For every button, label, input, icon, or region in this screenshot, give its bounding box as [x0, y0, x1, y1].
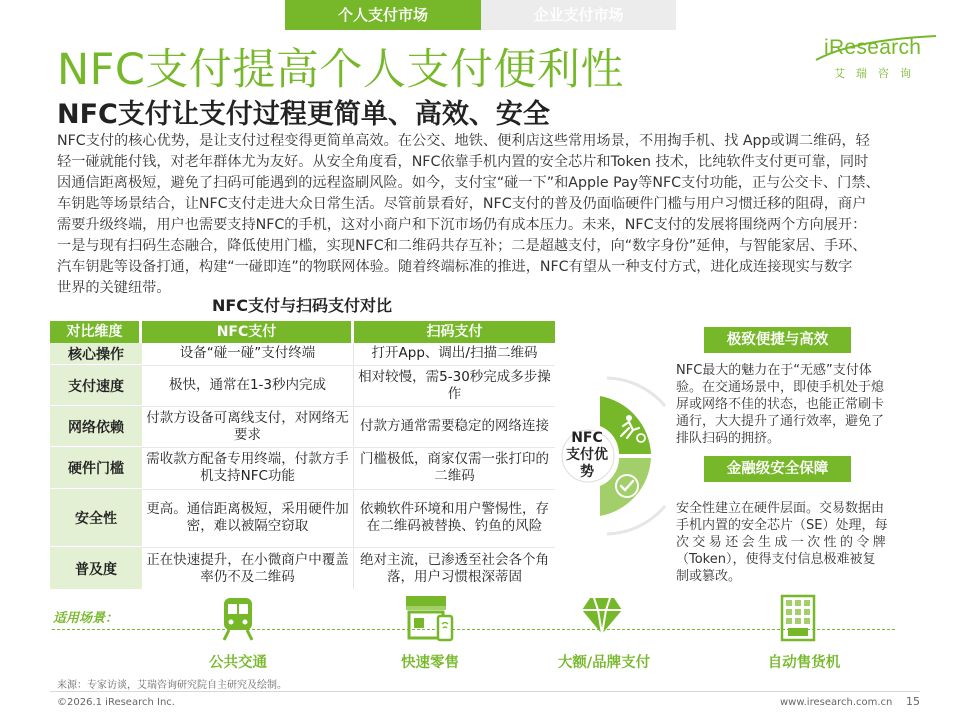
footer-divider: [50, 691, 920, 692]
scenario-label-retail: 快速零售: [401, 655, 459, 671]
row-dimension: 普及度: [50, 548, 142, 589]
footer-url[interactable]: www.iresearch.com.cn: [780, 697, 893, 708]
paragraph-line: 轻一碰就能付钱，对老年群体尤为友好。从安全角度看，NFC依靠手机内置的安全芯片和Token 技术，比纯软件支付更可靠，同时: [57, 154, 869, 170]
table-row: [50, 489, 555, 547]
logo-subtitle: 艾瑞咨询: [834, 67, 922, 80]
row-dimension: 硬件门槛: [50, 448, 142, 488]
advantage-line: 通行，大大提升了通行效率，避免了: [676, 414, 885, 429]
row-qr: 绝对主流，已渗透至社会各个角落，用户习惯根深蒂固: [354, 548, 555, 589]
header-qr: 扫码支付: [354, 321, 555, 343]
paragraph-line: 汽车钥匙等设备打通，构建“一碰即连”的物联网体验。随着终端标准的推进，NFC有望从一种支付方式，进化成连接现实与数字: [57, 259, 853, 275]
advantage-line: （Token），使得支付信息极难被复: [676, 552, 876, 567]
copyright: ©2026.1 iResearch Inc.: [57, 697, 175, 708]
row-qr: 付款方通常需要稳定的网络连接: [354, 407, 555, 446]
page-subtitle: NFC支付让支付过程更简单、高效、安全: [57, 99, 550, 130]
table-row: [50, 547, 555, 590]
diamond-icon: [580, 594, 624, 638]
paragraph-line: 一是与现有扫码生态融合，降低使用门槛，实现NFC和二维码共存互补；二是超越支付，向“数字身份”延伸，与智能家居、手环、: [57, 238, 867, 254]
row-nfc: 更高。通信距离极短，采用硬件加密，难以被隔空窃取: [142, 490, 354, 546]
row-nfc: 正在快速提升，在小微商户中覆盖率仍不及二维码: [142, 548, 354, 589]
scenario-label-vending: 自动售货机: [767, 655, 841, 671]
row-qr: 门槛极低，商家仅需一张打印的二维码: [354, 448, 555, 488]
table-row: [50, 447, 555, 489]
row-dimension: 核心操作: [50, 343, 142, 364]
scenarios-tag: 适用场景：: [53, 611, 119, 626]
row-qr: 依赖软件环境和用户警惕性，存在二维码被替换、钓鱼的风险: [354, 490, 555, 546]
page-number: 15: [906, 695, 920, 708]
train-icon: [220, 594, 256, 642]
comparison-table-title: NFC支付与扫码支付对比: [211, 296, 393, 315]
paragraph-line: 车钥匙等场景结合，让NFC支付走进大众日常生活。尽管前景看好，NFC支付的普及仍面临硬件门槛与用户习惯迁移的阻碍，商户: [57, 196, 867, 212]
advantage-line: 验。在交通场景中，即使手机处于熄: [676, 380, 885, 395]
paragraph-line: NFC支付的核心优势，是让支付过程变得更简单高效。在公交、地铁、便利店这些常用场景，不用掏手机、找 App或调二维码，轻: [57, 133, 870, 149]
row-nfc: 需收款方配备专用终端，付款方手机支持NFC功能: [142, 448, 354, 488]
advantage-line: 排队扫码的拥挤。: [676, 431, 781, 446]
intro-paragraph: [57, 131, 907, 299]
table-row: [50, 343, 555, 365]
paragraph-line: 世界的关键纽带。: [57, 280, 171, 296]
row-nfc: 极快，通常在1-3秒内完成: [142, 366, 354, 405]
tab-personal-payment[interactable]: 个人支付市场: [285, 0, 481, 30]
scenarios-divider: [52, 629, 895, 630]
row-dimension: 支付速度: [50, 366, 142, 405]
source-note: 来源：专家访谈，艾瑞咨询研究院自主研究及绘制。: [57, 680, 287, 691]
paragraph-line: 因通信距离极短，避免了扫码可能遇到的远程盗刷风险。如今，支付宝“碰一下”和Apple Pay等NFC支付功能，正与公交卡、门禁、: [57, 175, 880, 191]
logo-text: iResearch: [824, 36, 922, 59]
row-dimension: 网络依赖: [50, 407, 142, 446]
advantage-line: 安全性建立在硬件层面。交易数据由: [676, 501, 885, 516]
advantage-line: 次交易还会生成一次性的令牌: [676, 535, 890, 550]
table-row: [50, 406, 555, 447]
row-nfc: 设备“碰一碰”支付终端: [142, 343, 354, 364]
scenario-label-premium: 大额/品牌支付: [557, 655, 651, 671]
row-nfc: 付款方设备可离线支付，对网络无要求: [142, 407, 354, 446]
advantage-title-security: 金融级安全保障: [704, 456, 851, 482]
comparison-table: [50, 321, 555, 590]
advantage-line: 屏或网络不佳的状态，也能正常刷卡: [676, 397, 885, 412]
header-dimension: 对比维度: [50, 321, 142, 343]
tab-enterprise-payment[interactable]: 企业支付市场: [481, 0, 676, 30]
page-title: NFC支付提高个人支付便利性: [57, 45, 624, 95]
iresearch-logo: [800, 34, 940, 86]
advantage-title-convenience: 极致便捷与高效: [704, 327, 851, 353]
row-qr: 相对较慢，需5-30秒完成多步操作: [354, 366, 555, 405]
scenario-label-transit: 公共交通: [209, 655, 267, 671]
row-dimension: 安全性: [50, 490, 142, 546]
advantage-line: NFC最大的魅力在于“无感”支付体: [676, 363, 872, 378]
header-nfc: NFC支付: [142, 321, 354, 343]
advantage-line: 制或篡改。: [676, 569, 742, 584]
table-row: [50, 365, 555, 406]
paragraph-line: 需要升级终端，用户也需要支持NFC的手机，这对小商户和下沉市场仍有成本压力。未来，NFC支付的发展将围绕两个方向展开：: [57, 217, 867, 233]
row-qr: 打开App、调出/扫描二维码: [354, 343, 555, 364]
table-header: [50, 321, 555, 343]
advantage-text-security: [676, 500, 914, 585]
vending-machine-icon: [780, 594, 816, 644]
store-icon: [404, 594, 456, 642]
advantage-text-convenience: [676, 362, 914, 447]
advantage-line: 手机内置的安全芯片（SE）处理，每: [676, 518, 888, 533]
diagram-center-label: NFC支付优势: [566, 430, 608, 480]
